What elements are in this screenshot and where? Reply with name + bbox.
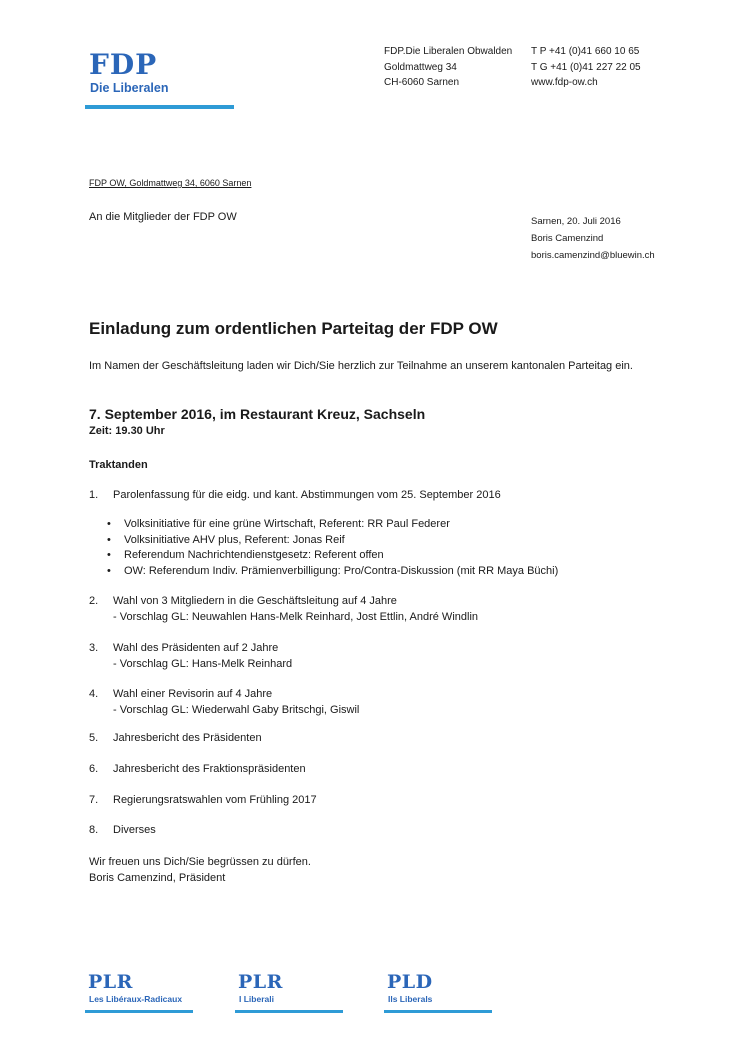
agenda-text: Jahresbericht des Fraktionspräsidenten	[113, 763, 306, 775]
closing-line: Wir freuen uns Dich/Sie begrüssen zu dürfen.	[89, 856, 311, 868]
agenda-text: Jahresbericht des Präsidenten	[113, 732, 262, 744]
sender-address	[384, 44, 512, 91]
logo-mark: FDP	[89, 48, 158, 81]
agenda-item	[89, 792, 317, 808]
logo-underline	[235, 1010, 343, 1013]
agenda-item	[89, 761, 306, 777]
agenda-number: 6.	[89, 763, 99, 775]
agenda-text: Diverses	[113, 824, 156, 836]
agenda-number: 4.	[89, 688, 99, 700]
pld-romansh-logo	[384, 972, 492, 1013]
letter-meta	[531, 213, 655, 264]
ballot-item: • OW: Referendum Indiv. Prämienverbilligung: Pro/Contra-Diskussion (mit RR Maya Büchi)	[107, 564, 558, 580]
plr-french-logo	[85, 972, 193, 1013]
letter-date: Sarnen, 20. Juli 2016	[531, 216, 621, 227]
contact-info	[531, 44, 641, 91]
sender-line: CH-6060 Sarnen	[384, 77, 460, 88]
agenda-proposal: - Vorschlag GL: Wiederwahl Gaby Britschgi, Giswil	[113, 704, 360, 716]
ballot-item: • Volksinitiative AHV plus, Referent: Jonas Reif	[107, 533, 558, 549]
return-address: FDP OW, Goldmattweg 34, 6060 Sarnen	[89, 178, 252, 188]
sender-line: Goldmattweg 34	[384, 61, 457, 73]
sender-line: FDP.Die Liberalen Obwalden	[384, 46, 513, 57]
agenda-item	[89, 593, 478, 625]
agenda-item	[89, 640, 292, 672]
contact-website: www.fdp-ow.ch	[531, 77, 598, 88]
agenda-item	[89, 686, 359, 718]
closing	[89, 854, 311, 886]
logo-underline	[384, 1010, 492, 1013]
agenda-number: 8.	[89, 824, 99, 836]
logo-mark: PLR	[238, 971, 283, 993]
agenda-text: Regierungsratswahlen vom Frühling 2017	[113, 794, 317, 806]
agenda-text: Wahl einer Revisorin auf 4 Jahre	[113, 688, 273, 700]
agenda-text: Wahl von 3 Mitgliedern in die Geschäftsleitung auf 4 Jahre	[113, 595, 397, 607]
logo-subtitle: I Liberali	[239, 994, 274, 1004]
signature-line: Boris Camenzind, Präsident	[89, 872, 226, 884]
agenda-text: Wahl des Präsidenten auf 2 Jahre	[113, 642, 279, 654]
logo-mark: PLD	[387, 971, 433, 993]
logo-underline	[85, 105, 234, 109]
agenda-item	[89, 822, 156, 838]
recipient: An die Mitglieder der FDP OW	[89, 211, 237, 223]
contact-phone-private: T P +41 (0)41 660 10 65	[531, 46, 640, 57]
plr-italian-logo	[235, 972, 343, 1013]
agenda-proposal: - Vorschlag GL: Hans-Melk Reinhard	[113, 658, 293, 670]
letter-author: Boris Camenzind	[531, 233, 604, 244]
logo-subtitle: Ils Liberals	[388, 994, 433, 1004]
logo-mark: PLR	[88, 971, 133, 993]
intro-paragraph: Im Namen der Geschäftsleitung laden wir Dich/Sie herzlich zur Teilnahme an unserem kantonalen Parteitag ein.	[89, 360, 633, 372]
agenda-item	[89, 730, 262, 746]
logo-subtitle: Die Liberalen	[90, 81, 169, 95]
agenda-number: 2.	[89, 595, 99, 607]
agenda-number: 7.	[89, 794, 99, 806]
ballot-item: • Referendum Nachrichtendienstgesetz: Referent offen	[107, 548, 558, 564]
agenda-item	[89, 487, 501, 503]
ballot-list	[107, 517, 558, 579]
agenda-proposal: - Vorschlag GL: Neuwahlen Hans-Melk Reinhard, Jost Ettlin, André Windlin	[113, 611, 479, 623]
agenda-heading: Traktanden	[89, 459, 148, 471]
letter-title: Einladung zum ordentlichen Parteitag der FDP OW	[89, 319, 498, 338]
agenda-number: 1.	[89, 489, 99, 501]
letter-email: boris.camenzind@bluewin.ch	[531, 250, 655, 261]
contact-phone-business: T G +41 (0)41 227 22 05	[531, 61, 641, 73]
logo-underline	[85, 1010, 193, 1013]
logo-subtitle: Les Libéraux-Radicaux	[89, 994, 183, 1004]
ballot-item: • Volksinitiative für eine grüne Wirtschaft, Referent: RR Paul Federer	[107, 517, 558, 533]
fdp-logo	[85, 50, 234, 109]
event-heading: 7. September 2016, im Restaurant Kreuz, Sachseln	[89, 406, 426, 422]
agenda-text: Parolenfassung für die eidg. und kant. Abstimmungen vom 25. September 2016	[113, 489, 501, 501]
agenda-number: 5.	[89, 732, 99, 744]
agenda-number: 3.	[89, 642, 99, 654]
event-time: Zeit: 19.30 Uhr	[89, 425, 165, 437]
